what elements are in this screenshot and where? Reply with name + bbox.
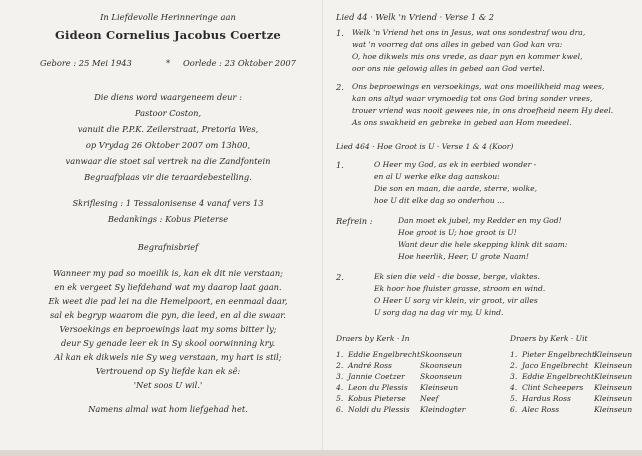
- bearer-name: André Ross: [348, 361, 392, 370]
- bearers-in-title: Draers by Kerk · In: [336, 334, 410, 343]
- letter-line: 'Net soos U wil.': [133, 380, 203, 390]
- refrain-line: Hoe groot is U; hoe groot is U!: [398, 228, 517, 237]
- verse-number: 2.: [336, 272, 344, 282]
- hymn2-title: Lied 464 · Hoe Groot is U · Verse 1 & 4 (Koor): [336, 142, 514, 151]
- page-edge: [0, 450, 642, 456]
- bearer-name: Leon du Plessis: [348, 383, 408, 392]
- right-panel: [336, 0, 634, 456]
- bearer-number: 1.: [336, 350, 344, 359]
- hymn1-line: O, hoe dikwels mis ons vrede, as daar pyn en kommer kwel,: [352, 52, 583, 61]
- closing-line: Namens almal wat hom liefgehad het.: [88, 404, 248, 414]
- letter-line: Al kan ek dikwels nie Sy weg verstaan, my hart is stil;: [54, 352, 282, 362]
- hymn2-line: hoe U dit elke dag so onderhou ...: [374, 196, 505, 205]
- bearer-name: Jaco Engelbrecht: [522, 361, 589, 370]
- death-date: Oorlede : 23 Oktober 2007: [183, 58, 296, 68]
- bearer-relation: Skoonseun: [420, 361, 463, 370]
- birth-date: Gebore : 25 Mei 1943: [40, 58, 132, 68]
- bearer-relation: Skoonseun: [420, 350, 463, 359]
- letter-line: Ek weet die pad lei na die Hemelpoort, en eenmaal daar,: [48, 296, 288, 306]
- bearer-name: Jannie Coetzer: [348, 372, 405, 381]
- left-panel: [18, 0, 318, 456]
- bearer-name: Kobus Pieterse: [348, 394, 406, 403]
- bearer-name: Eddie Engelbrecht: [348, 350, 420, 359]
- hymn1-line: Welk 'n Vriend het ons in Jesus, wat ons sondestraf wou dra,: [352, 28, 586, 37]
- service-line: Begraafplaas vir die teraardebestelling.: [84, 172, 252, 182]
- bearer-number: 3.: [336, 372, 344, 381]
- bearer-number: 1.: [510, 350, 518, 359]
- bearer-name: Alec Ross: [522, 405, 560, 414]
- hymn2-line: U sorg dag na dag vir my, U kind.: [374, 308, 504, 317]
- refrain-line: Hoe heerlik, Heer, U grote Naam!: [398, 252, 529, 261]
- bearer-relation: Kleindogter: [420, 405, 466, 414]
- bearer-number: 6.: [510, 405, 518, 414]
- bearer-relation: Kleinseun: [420, 383, 459, 392]
- deceased-name: Gideon Cornelius Jacobus Coertze: [55, 28, 281, 42]
- service-line: op Vrydag 26 Oktober 2007 om 13h00,: [85, 140, 251, 150]
- hymn1-line: oor ons nie gelowig alles in gebed aan God vertel.: [352, 64, 545, 73]
- hymn2-line: Die son en maan, die aarde, sterre, wolke,: [374, 184, 538, 193]
- bearer-name: Eddie Engelbrecht: [522, 372, 594, 381]
- bearer-name: Noldi du Plessis: [348, 405, 410, 414]
- fold-line: [322, 0, 323, 456]
- separator-star: *: [166, 58, 171, 68]
- bearer-relation: Skoonseun: [420, 372, 463, 381]
- bearer-number: 5.: [336, 394, 344, 403]
- bearer-relation: Kleinseun: [594, 361, 633, 370]
- bearer-number: 6.: [336, 405, 344, 414]
- letter-title: Begrafnisbrief: [137, 242, 199, 252]
- thanks-line: Bedankings : Kobus Pieterse: [107, 214, 229, 224]
- bearer-number: 4.: [336, 383, 344, 392]
- hymn2-line: Ek hoor hoe fluister grasse, stroom en wind.: [374, 284, 546, 293]
- bearer-relation: Kleinseun: [594, 350, 633, 359]
- bearer-number: 4.: [510, 383, 518, 392]
- letter-line: Wanneer my pad so moeilik is, kan ek dit nie verstaan;: [53, 268, 283, 278]
- hymn2-line: O Heer my God, as ek in eerbied wonder -: [374, 160, 537, 169]
- bearers-out-title: Draers by Kerk · Uit: [510, 334, 588, 343]
- hymn1-line: As ons swakheid en gebreke in gebed aan Hom meedeel.: [352, 118, 572, 127]
- refrain-line: Want deur die hele skepping klink dit saam:: [398, 240, 568, 249]
- service-line: Die diens word waargeneem deur :: [94, 92, 242, 102]
- refrain-line: Dan moet ek jubel, my Redder en my God!: [398, 216, 562, 225]
- service-line: vanwaar die stoet sal vertrek na die Zandfontein: [65, 156, 271, 166]
- bearer-name: Clint Scheepers: [522, 383, 584, 392]
- bearer-number: 3.: [510, 372, 518, 381]
- verse-number: 1.: [336, 28, 344, 38]
- hymn1-line: wat 'n voorreg dat ons alles in gebed van God kan vra:: [352, 40, 563, 49]
- bearer-number: 2.: [336, 361, 344, 370]
- hymn1-line: trouer vriend was nooit gewees nie, in ons droefheid neem Hy deel.: [352, 106, 614, 115]
- bearer-name: Pieter Engelbrecht: [522, 350, 596, 359]
- verse-number: 1.: [336, 160, 344, 170]
- bearer-number: 5.: [510, 394, 518, 403]
- letter-line: sal ek begryp waarom die pyn, die leed, en al die swaar.: [50, 310, 286, 320]
- hymn1-line: Ons beproewings en versoekings, wat ons moeilikheid mag wees,: [352, 82, 605, 91]
- hymn2-line: O Heer U sorg vir klein, vir groot, vir alles: [374, 296, 538, 305]
- hymn2-line: en al U werke elke dag aanskou:: [374, 172, 500, 181]
- hymn1-line: kan ons altyd waar vrymoedig tot ons God bring sonder vrees,: [352, 94, 593, 103]
- hymn2-line: Ek sien die veld - die bosse, berge, vlaktes.: [374, 272, 540, 281]
- letter-line: deur Sy genade leer ek in Sy skool oorwinning kry.: [61, 338, 275, 348]
- letter-line: en ek vergeet Sy liefdehand wat my daarop laat gaan.: [54, 282, 282, 292]
- bearer-relation: Neef: [420, 394, 439, 403]
- memorial-heading: In Liefdevolle Herinneringe aan: [100, 12, 236, 22]
- verse-number: 2.: [336, 82, 344, 92]
- bearer-relation: Kleinseun: [594, 394, 633, 403]
- service-line: Pastoor Coston,: [134, 108, 202, 118]
- hymn1-title: Lied 44 · Welk 'n Vriend · Verse 1 & 2: [336, 12, 495, 22]
- service-line: vanuit die P.P.K. Zeilerstraat, Pretoria Wes,: [77, 124, 259, 134]
- letter-line: Versoekings en beproewings laat my soms bitter ly;: [59, 324, 277, 334]
- refrain-label: Refrein :: [336, 216, 373, 226]
- bearer-relation: Kleinseun: [594, 405, 633, 414]
- bearer-number: 2.: [510, 361, 518, 370]
- bearer-name: Hardus Ross: [522, 394, 571, 403]
- letter-line: Vertrouend op Sy liefde kan ek sê:: [95, 366, 241, 376]
- bearer-relation: Kleinseun: [594, 372, 633, 381]
- bearer-relation: Kleinseun: [594, 383, 633, 392]
- scripture-reading: Skriflesing : 1 Tessalonisense 4 vanaf vers 13: [72, 198, 264, 208]
